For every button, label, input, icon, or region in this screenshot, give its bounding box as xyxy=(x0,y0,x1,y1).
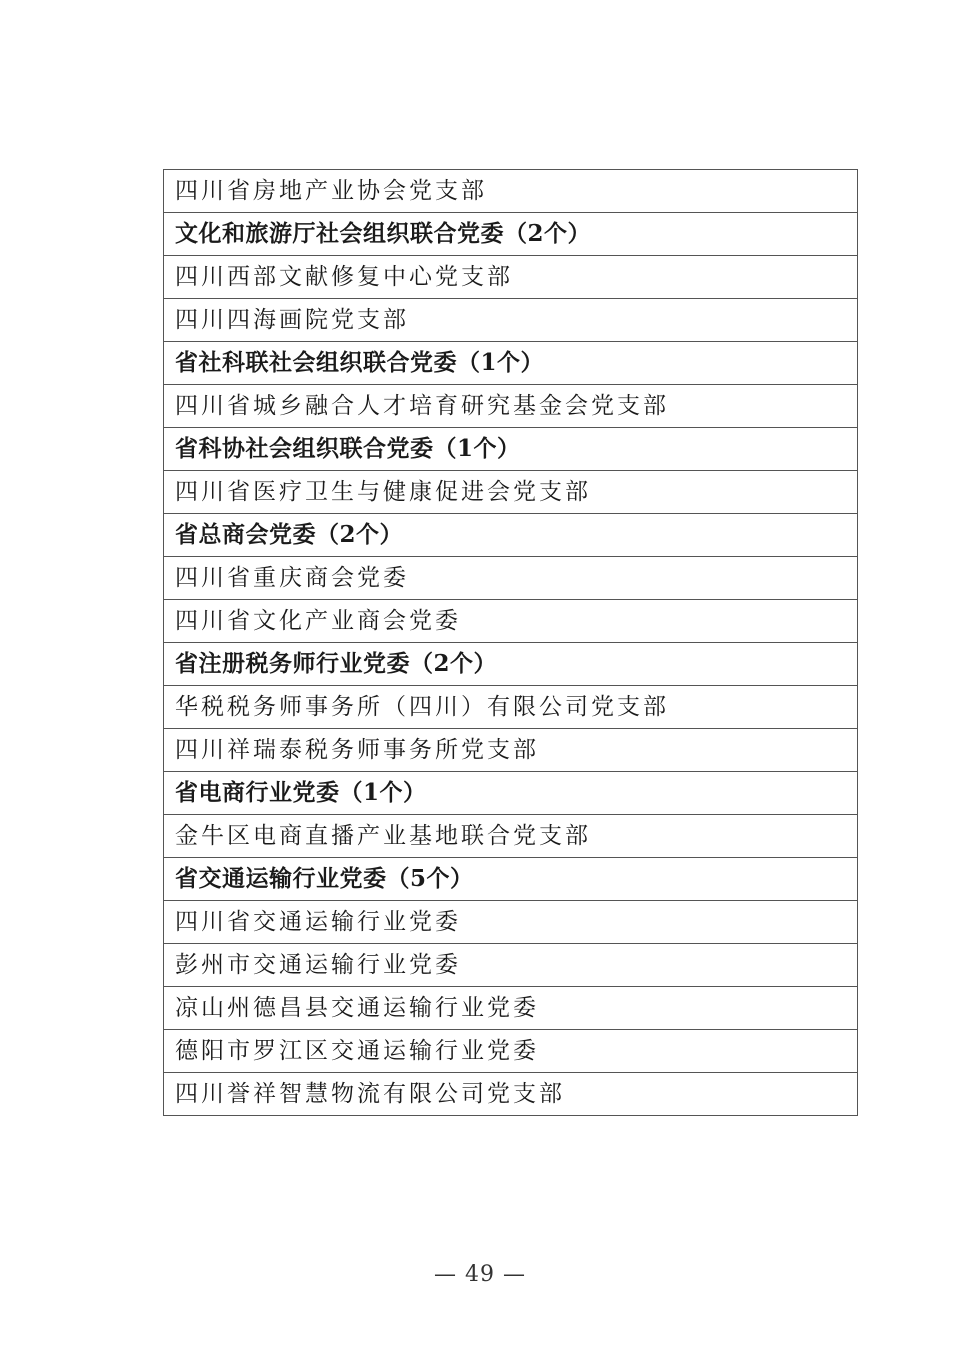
item-cell: 四川省城乡融合人才培育研究基金会党支部 xyxy=(164,385,858,428)
item-cell: 四川四海画院党支部 xyxy=(164,299,858,342)
group-heading-row xyxy=(164,428,858,471)
item-cell: 四川誉祥智慧物流有限公司党支部 xyxy=(164,1073,858,1116)
item-cell: 四川省房地产业协会党支部 xyxy=(164,170,858,213)
list-item xyxy=(164,815,858,858)
list-item xyxy=(164,944,858,987)
group-heading-row xyxy=(164,643,858,686)
list-item xyxy=(164,1030,858,1073)
list-item xyxy=(164,987,858,1030)
item-cell: 四川省重庆商会党委 xyxy=(164,557,858,600)
list-item xyxy=(164,256,858,299)
group-heading-row xyxy=(164,858,858,901)
list-item xyxy=(164,471,858,514)
group-heading-row xyxy=(164,342,858,385)
list-item xyxy=(164,686,858,729)
group-heading-cell: 省科协社会组织联合党委（1个） xyxy=(164,428,858,471)
group-heading-row xyxy=(164,213,858,256)
organization-list-table xyxy=(163,169,858,1116)
list-item xyxy=(164,299,858,342)
group-heading-row xyxy=(164,772,858,815)
group-heading-cell: 省总商会党委（2个） xyxy=(164,514,858,557)
page-number: — 49 — xyxy=(434,1262,526,1287)
list-item xyxy=(164,170,858,213)
organization-list-body xyxy=(164,170,858,1116)
item-cell: 彭州市交通运输行业党委 xyxy=(164,944,858,987)
group-heading-cell: 省交通运输行业党委（5个） xyxy=(164,858,858,901)
item-cell: 四川省交通运输行业党委 xyxy=(164,901,858,944)
list-item xyxy=(164,729,858,772)
group-heading-cell: 文化和旅游厅社会组织联合党委（2个） xyxy=(164,213,858,256)
item-cell: 凉山州德昌县交通运输行业党委 xyxy=(164,987,858,1030)
item-cell: 德阳市罗江区交通运输行业党委 xyxy=(164,1030,858,1073)
group-heading-cell: 省电商行业党委（1个） xyxy=(164,772,858,815)
group-heading-row xyxy=(164,514,858,557)
item-cell: 四川省医疗卫生与健康促进会党支部 xyxy=(164,471,858,514)
group-heading-cell: 省注册税务师行业党委（2个） xyxy=(164,643,858,686)
list-item xyxy=(164,557,858,600)
list-item xyxy=(164,1073,858,1116)
item-cell: 四川祥瑞泰税务师事务所党支部 xyxy=(164,729,858,772)
list-item xyxy=(164,385,858,428)
list-item xyxy=(164,901,858,944)
item-cell: 华税税务师事务所（四川）有限公司党支部 xyxy=(164,686,858,729)
item-cell: 金牛区电商直播产业基地联合党支部 xyxy=(164,815,858,858)
group-heading-cell: 省社科联社会组织联合党委（1个） xyxy=(164,342,858,385)
list-item xyxy=(164,600,858,643)
item-cell: 四川省文化产业商会党委 xyxy=(164,600,858,643)
item-cell: 四川西部文献修复中心党支部 xyxy=(164,256,858,299)
